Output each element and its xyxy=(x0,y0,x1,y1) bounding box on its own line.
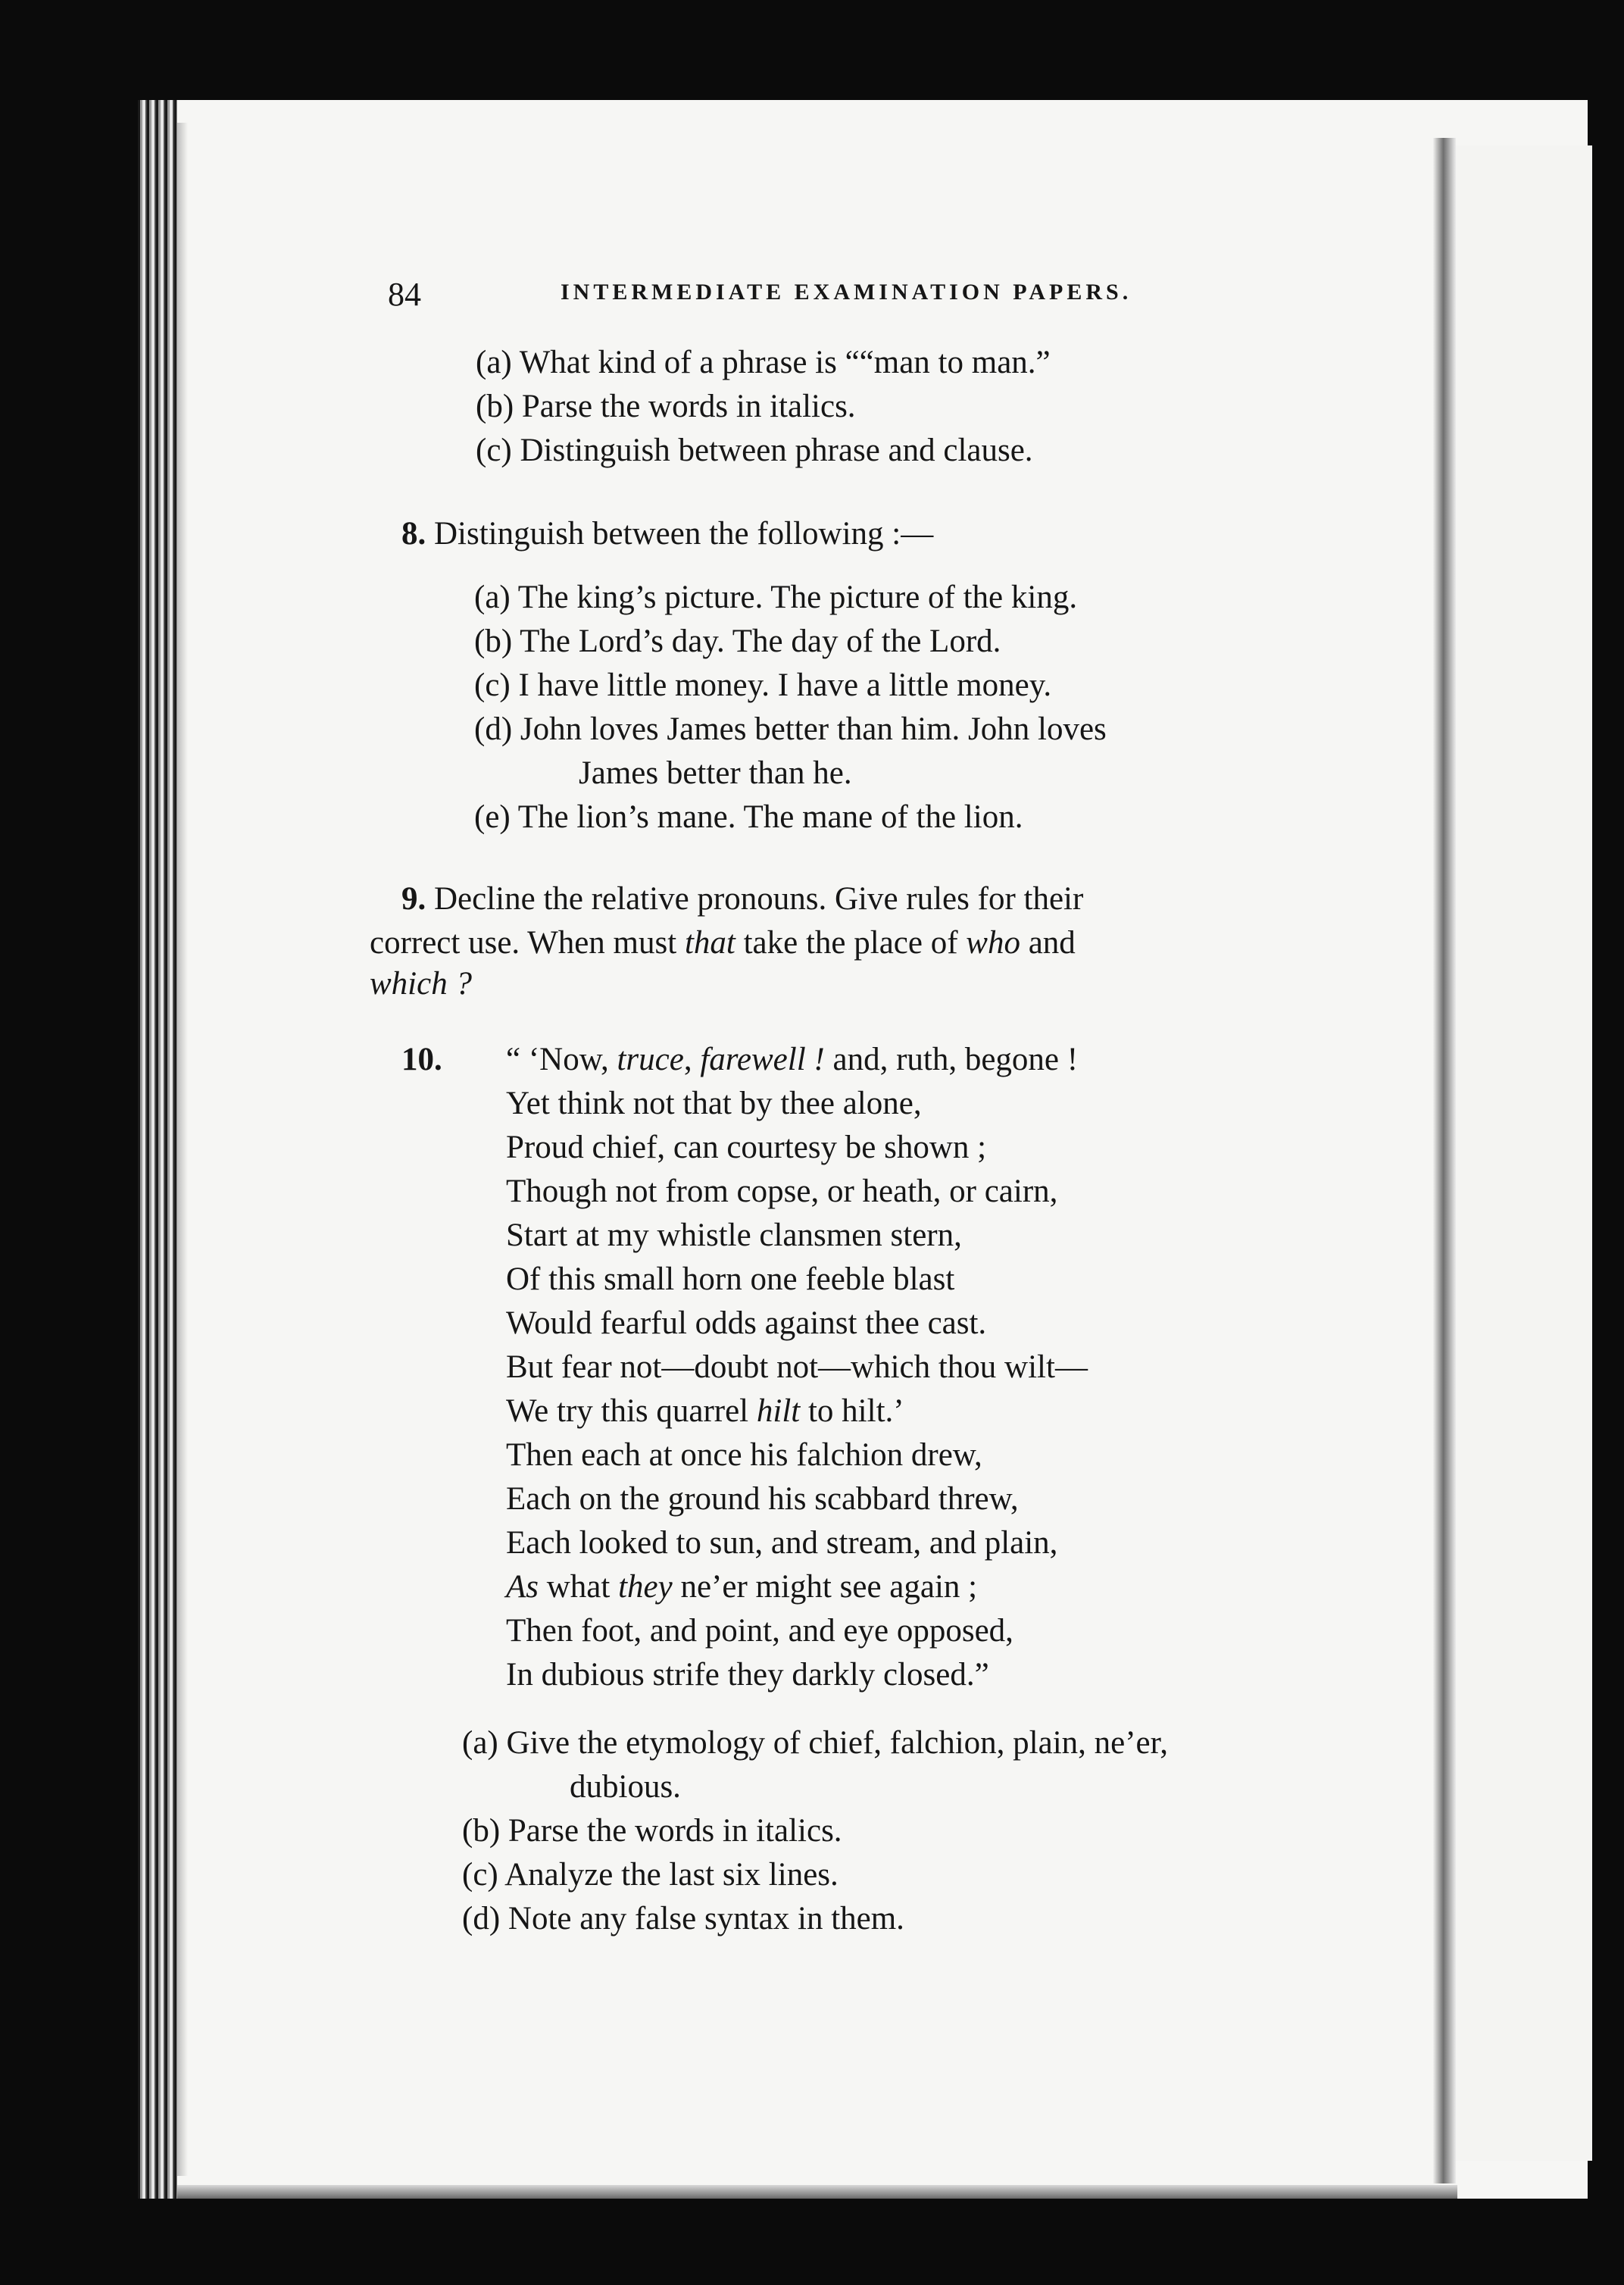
poem-line-2: Yet think not that by thee alone, xyxy=(506,1086,922,1121)
q7-item-a: (a) What kind of a phrase is ““man to man.” xyxy=(476,345,1051,380)
poem-line-3: Proud chief, can courtesy be shown ; xyxy=(506,1130,987,1165)
page-header xyxy=(388,275,1160,320)
poem-line-11: Each on the ground his scabbard threw, xyxy=(506,1481,1019,1517)
poem-line-4: Though not from copse, or heath, or cairn, xyxy=(506,1174,1058,1209)
page-edge xyxy=(177,123,188,2176)
q10-item-b: (b) Parse the words in italics. xyxy=(462,1813,842,1849)
poem-line-1: “ ‘Now, truce, farewell ! and, ruth, begone ! xyxy=(506,1042,1079,1077)
q10-item-a: (a) Give the etymology of chief, falchion, plain, ne’er, xyxy=(462,1725,1168,1761)
q10-item-d: (d) Note any false syntax in them. xyxy=(462,1901,904,1936)
q10-item-c: (c) Analyze the last six lines. xyxy=(462,1857,839,1893)
book-spine xyxy=(138,100,177,2199)
q8-item-b: (b) The Lord’s day. The day of the Lord. xyxy=(474,624,1001,659)
gutter-shadow xyxy=(1433,138,1456,2183)
running-head: INTERMEDIATE EXAMINATION PAPERS. xyxy=(561,280,1132,305)
q8-item-a: (a) The king’s picture. The picture of the king. xyxy=(474,580,1078,615)
q9-line-2: correct use. When must that take the place of who and xyxy=(370,925,1076,961)
q7-item-c: (c) Distinguish between phrase and clause. xyxy=(476,433,1033,468)
poem-line-9: We try this quarrel hilt to hilt.’ xyxy=(506,1393,904,1429)
q7-item-b: (b) Parse the words in italics. xyxy=(476,389,856,424)
facing-page xyxy=(1456,145,1592,2161)
poem-line-6: Of this small horn one feeble blast xyxy=(506,1261,955,1297)
q8-item-e: (e) The lion’s mane. The mane of the lion. xyxy=(474,799,1023,835)
q8-stem: 8. Distinguish between the following :— xyxy=(401,516,934,552)
q8-item-d: (d) John loves James better than him. John loves xyxy=(474,711,1107,747)
q10-number: 10. xyxy=(401,1042,442,1077)
page-number: 84 xyxy=(388,276,421,313)
q8-item-c: (c) I have little money. I have a little money. xyxy=(474,667,1052,703)
poem-line-12: Each looked to sun, and stream, and plain, xyxy=(506,1525,1058,1561)
poem-line-8: But fear not—doubt not—which thou wilt— xyxy=(506,1349,1088,1385)
q9-line-1: 9. Decline the relative pronouns. Give rules for their xyxy=(401,881,1084,917)
poem-line-13: As what they ne’er might see again ; xyxy=(506,1569,978,1605)
q8-item-d-continuation: James better than he. xyxy=(579,755,852,791)
poem-line-10: Then each at once his falchion drew, xyxy=(506,1437,982,1473)
page-bottom-edge xyxy=(177,2185,1457,2199)
poem-line-7: Would fearful odds against thee cast. xyxy=(506,1305,987,1341)
q10-item-a-continuation: dubious. xyxy=(570,1769,681,1805)
poem-line-5: Start at my whistle clansmen stern, xyxy=(506,1218,962,1253)
poem-line-14: Then foot, and point, and eye opposed, xyxy=(506,1613,1013,1649)
poem-line-15: In dubious strife they darkly closed.” xyxy=(506,1657,989,1693)
q9-line-3: which ? xyxy=(370,966,472,1002)
